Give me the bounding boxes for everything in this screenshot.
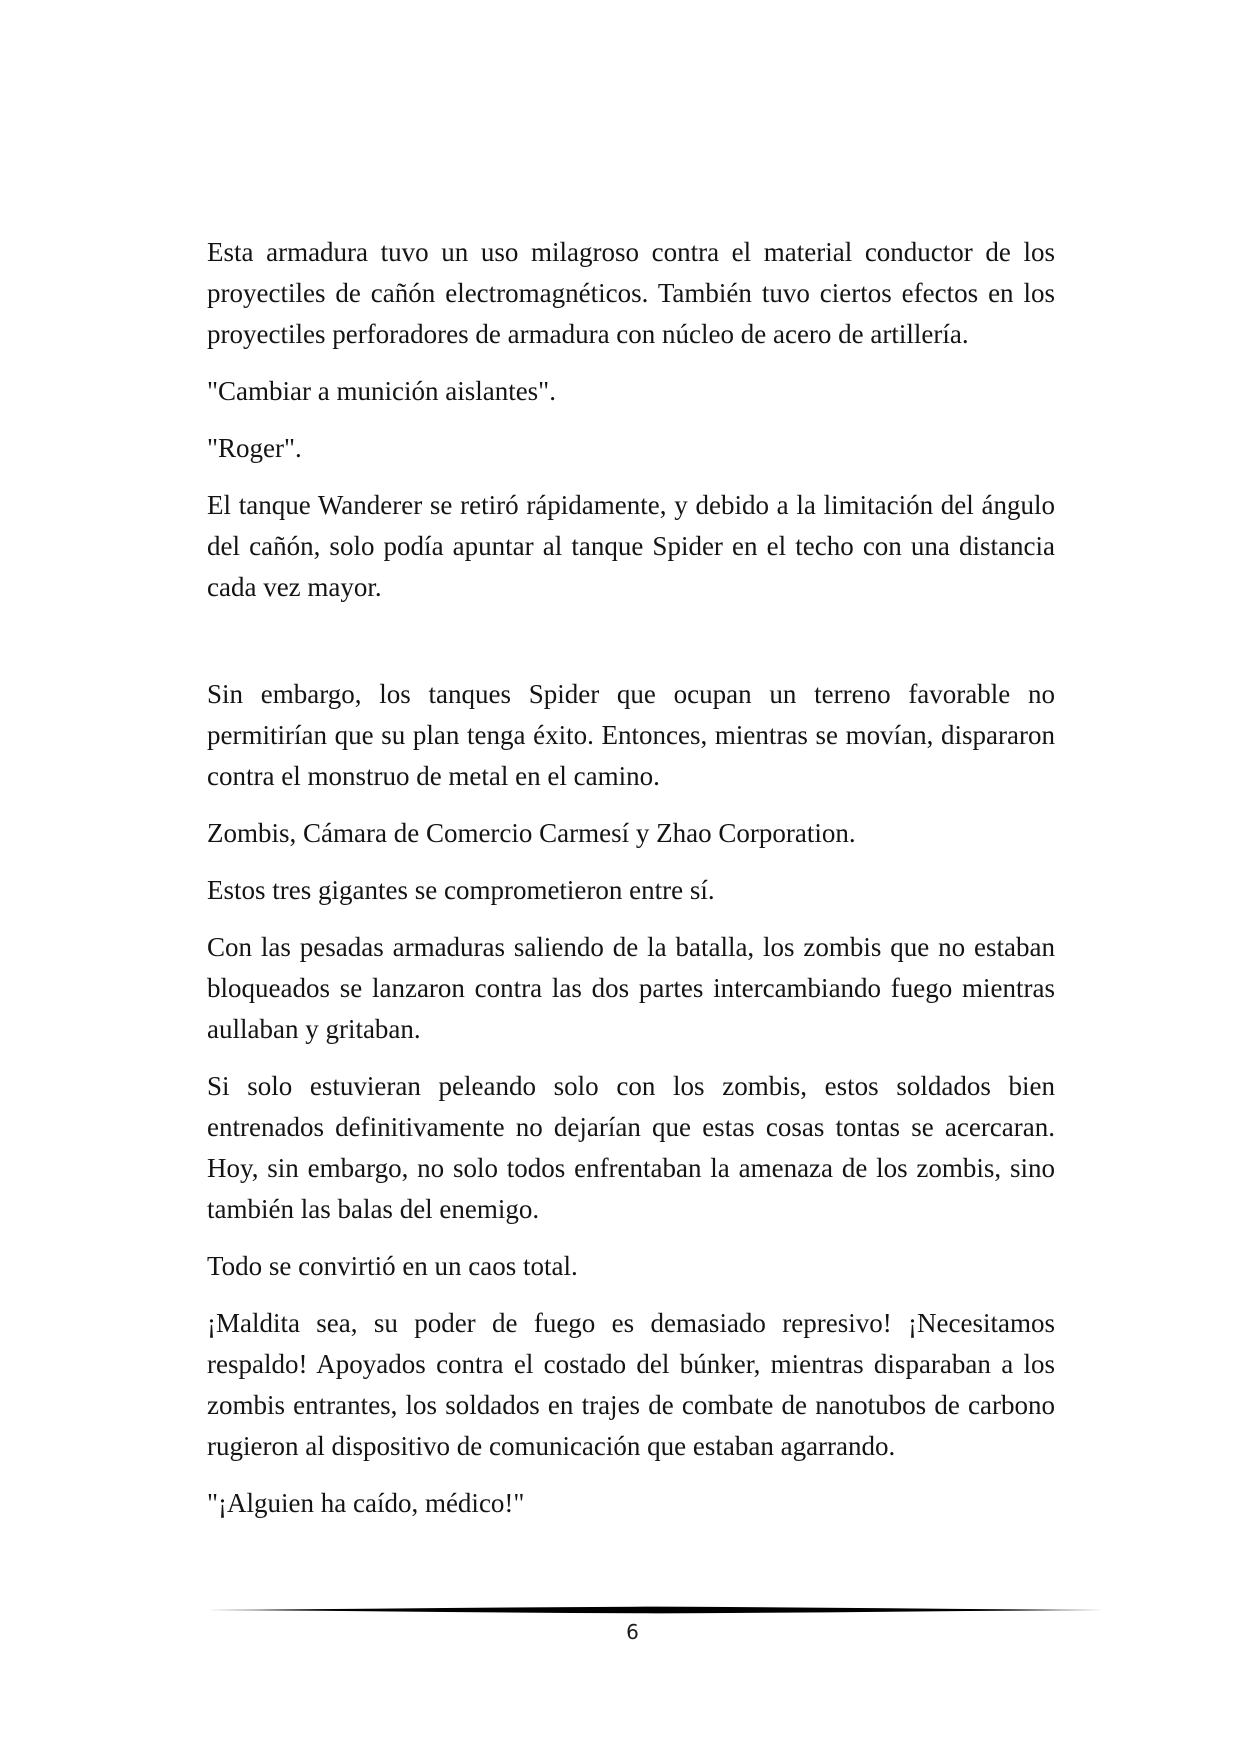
page-number: 6 xyxy=(626,1620,639,1644)
paragraph-5: Sin embargo, los tanques Spider que ocupan un terreno favorable no permitirían que su plan tenga éxito. Entonces, mientras se movían, dispararon contra el monstruo de metal en el camino. xyxy=(207,679,1055,791)
paragraph-6: Zombis, Cámara de Comercio Carmesí y Zhao Corporation. xyxy=(207,818,856,848)
paragraph-3: "Roger". xyxy=(207,433,302,463)
footer-divider-shape xyxy=(207,1607,1104,1614)
paragraph-9: Si solo estuvieran peleando solo con los zombis, estos soldados bien entrenados definitivamente no dejarían que estas cosas tontas se acercaran. Hoy, sin embargo, no solo todos enfrentaban la amenaza de los zombis, sino también las balas del enemigo. xyxy=(207,1071,1055,1224)
body-text xyxy=(207,232,1055,1540)
paragraph-2: "Cambiar a munición aislantes". xyxy=(207,376,556,406)
paragraph-1: Esta armadura tuvo un uso milagroso contra el material conductor de los proyectiles de cañón electromagnéticos. También tuvo ciertos efectos en los proyectiles perforadores de armadura con núcleo de acero de artillería. xyxy=(207,237,1055,349)
paragraph-10: Todo se convirtió en un caos total. xyxy=(207,1251,578,1281)
footer-divider xyxy=(207,1606,1104,1614)
paragraph-12: "¡Alguien ha caído, médico!" xyxy=(207,1488,525,1518)
paragraph-4: El tanque Wanderer se retiró rápidamente, y debido a la limitación del ángulo del cañón, solo podía apuntar al tanque Spider en el techo con una distancia cada vez mayor. xyxy=(207,490,1055,602)
paragraph-11: ¡Maldita sea, su poder de fuego es demasiado represivo! ¡Necesitamos respaldo! Apoyados contra el costado del búnker, mientras disparaban a los zombis entrantes, los soldados en trajes de combate de nanotubos de carbono rugieron al dispositivo de comunicación que estaban agarrando. xyxy=(207,1308,1055,1461)
paragraph-7: Estos tres gigantes se comprometieron entre sí. xyxy=(207,875,715,905)
paragraph-8: Con las pesadas armaduras saliendo de la batalla, los zombis que no estaban bloqueados se lanzaron contra las dos partes intercambiando fuego mientras aullaban y gritaban. xyxy=(207,932,1055,1044)
